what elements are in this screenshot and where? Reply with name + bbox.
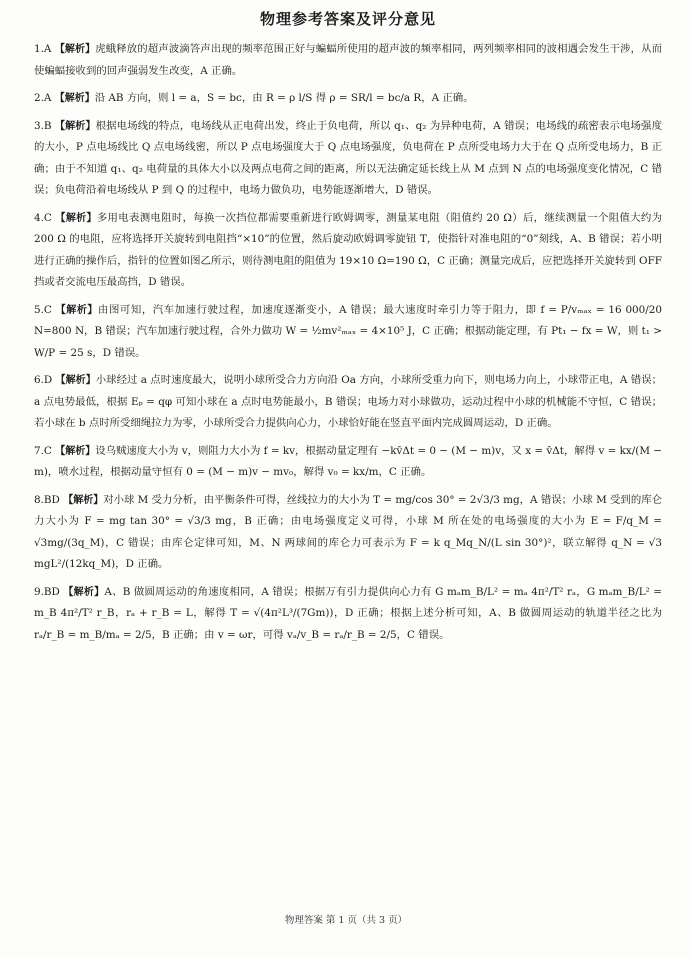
- answer-text: A、B 做圆周运动的角速度相同，A 错误；根据万有引力提供向心力有 G mₐm_B/L² = mₐ 4π²/T² rₐ，G mₐm_B/L² = m_B 4π²/T² r_B，rₐ + r_B = L，解得 T = √(4π²L³/(7Gm))，D 正确；根据上述分析可知，A、B 做圆周运动的轨道半径之比为 rₐ/r_B = m_B/mₐ = 2/5，B 正确；由 v = ωr，可得 vₐ/v_B = rₐ/r_B = 2/5，C 错误。: [34, 585, 663, 641]
- answer-text: 由图可知，汽车加速行驶过程，加速度逐渐变小，A 错误；最大速度时牵引力等于阻力，即 f = P/vₘₐₓ = 16 000/20 N=800 N，B 错误；汽车加速行驶过程，合外力做功 W = ½mv²ₘₐₓ = 4×10⁵ J，C 正确；根据动能定理，有 Pt₁ − fx = W，则 t₁ > W/P = 25 s，D 错误。: [34, 303, 662, 359]
- answer-text: 沿 AB 方向，则 l = a，S = bc，由 R = ρ l/S 得 ρ = SR/l = bc/a R，A 正确。: [94, 92, 474, 104]
- page-title: 物理参考答案及评分意见: [259, 10, 436, 28]
- answer-text: 根据电场线的特点，电场线从正电荷出发，终止于负电荷，所以 q₁、q₂ 为异种电荷，A 错误；电场线的疏密表示电场强度的大小，P 点电场线比 Q 点电场线密，所以 P 点电场强度大于 Q 点电场强度，负电荷在 P 点所受电场力大于在 Q 点所受电场力，B 正确；由于不知道 q₁、q₂ 电荷量的具体大小以及两点电荷之间的距离，所以无法确定延长线上从 M 点到 N 点的电场强度变化情况，C 错误；负电荷沿着电场线从 P 到 Q 的过程中，电场力做负功，电势能逐渐增大，D 错误。: [34, 119, 662, 196]
- question-list: [34, 39, 662, 646]
- answer-item: [34, 582, 662, 647]
- answer-number: 9.BD: [34, 585, 64, 598]
- answer-item: [34, 88, 662, 110]
- answer-number: 8.BD: [34, 493, 64, 506]
- answer-item: [34, 208, 662, 294]
- answer-text: 小球经过 a 点时速度最大，说明小球所受合力方向沿 Oa 方向，小球所受重力向下，则电场力向上，小球带正电，A 错误；a 点电势最低，根据 Eₚ = qφ 可知小球在 a 点时电势能最小，B 错误；电场力对小球做功，运动过程中小球的机械能不守恒，C 错误；若小球在 b 点时所受细绳拉力为零，小球所受合力提供向心力，小球恰好能在竖直平面内完成圆周运动，D 正确。: [34, 374, 663, 429]
- analysis-tag: 【解析】: [63, 494, 104, 506]
- analysis-tag: 【解析】: [55, 212, 97, 224]
- answer-text: 设乌贼速度大小为 v，则阻力大小为 f = kv，根据动量定理有 −kv̄Δt = 0 − (M − m)v，又 x = v̄Δt，解得 v = kx/(M − m)，喷水过程，根据动量守恒有 0 = (M − m)v − mv₀，解得 v₀ = kx/m，C 正确。: [34, 444, 663, 478]
- answer-item: [34, 300, 662, 365]
- answer-number: 6.D: [34, 374, 56, 386]
- answer-number: 1.A: [34, 43, 55, 55]
- answer-item: [34, 441, 662, 484]
- answer-item: [34, 490, 662, 576]
- analysis-tag: 【解析】: [55, 445, 96, 457]
- page-footer: 物理答案 第 1 页（共 3 页）: [284, 915, 408, 926]
- answer-text: 虎蛾释放的超声波滴答声出现的频率范围正好与蝙蝠所使用的超声波的频率相同，两列频率相同的波相遇会发生干涉，从而使蝙蝠接收到的回声强弱发生改变，A 正确。: [34, 43, 662, 77]
- analysis-tag: 【解析】: [54, 44, 96, 55]
- answer-number: 2.A: [34, 92, 55, 104]
- answer-number: 5.C: [34, 303, 56, 316]
- analysis-tag: 【解析】: [55, 375, 96, 386]
- answer-number: 3.B: [34, 119, 55, 132]
- analysis-tag: 【解析】: [54, 93, 95, 104]
- analysis-tag: 【解析】: [55, 304, 98, 316]
- answer-text: 对小球 M 受力分析，由平衡条件可得，丝线拉力的大小为 T = mg/cos 30° = 2√3/3 mg，A 错误；小球 M 受到的库仑力大小为 F = mg tan 30° = √3/3 mg，B 正确；由电场强度定义可得，小球 M 所在处的电场强度的大小为 E = F/q_M = √3mg/(3q_M)，C 错误；由库仑定律可知，M、N 两球间的库仑力可表示为 F = k q_Mq_N/(L sin 30°)²，联立解得 q_N = √3 mgL²/(12kq_M)，D 正确。: [34, 493, 663, 570]
- answer-number: 7.C: [34, 444, 56, 457]
- answer-item: [34, 370, 662, 435]
- analysis-tag: 【解析】: [63, 586, 105, 598]
- answer-item: [34, 39, 662, 82]
- answer-number: 4.C: [34, 211, 56, 224]
- answer-text: 多用电表测电阻时，每换一次挡位都需要重新进行欧姆调零，测量某电阻（阻值约 20 Ω）后，继续测量一个阻值大约为 200 Ω 的电阻，应将选择开关旋转到电阻挡“×10”的位置，然后旋动欧姆调零旋钮 T，使指针对准电阻的“0”刻线，A、B 错误；若小明进行正确的操作后，指针的位置如图乙所示，则待测电阻的阻值为 19×10 Ω=190 Ω，C 正确；测量完成后，应把选择开关旋转到 OFF 挡或者交流电压最高挡，D 错误。: [34, 211, 663, 288]
- answer-item: [34, 116, 662, 202]
- analysis-tag: 【解析】: [55, 120, 96, 132]
